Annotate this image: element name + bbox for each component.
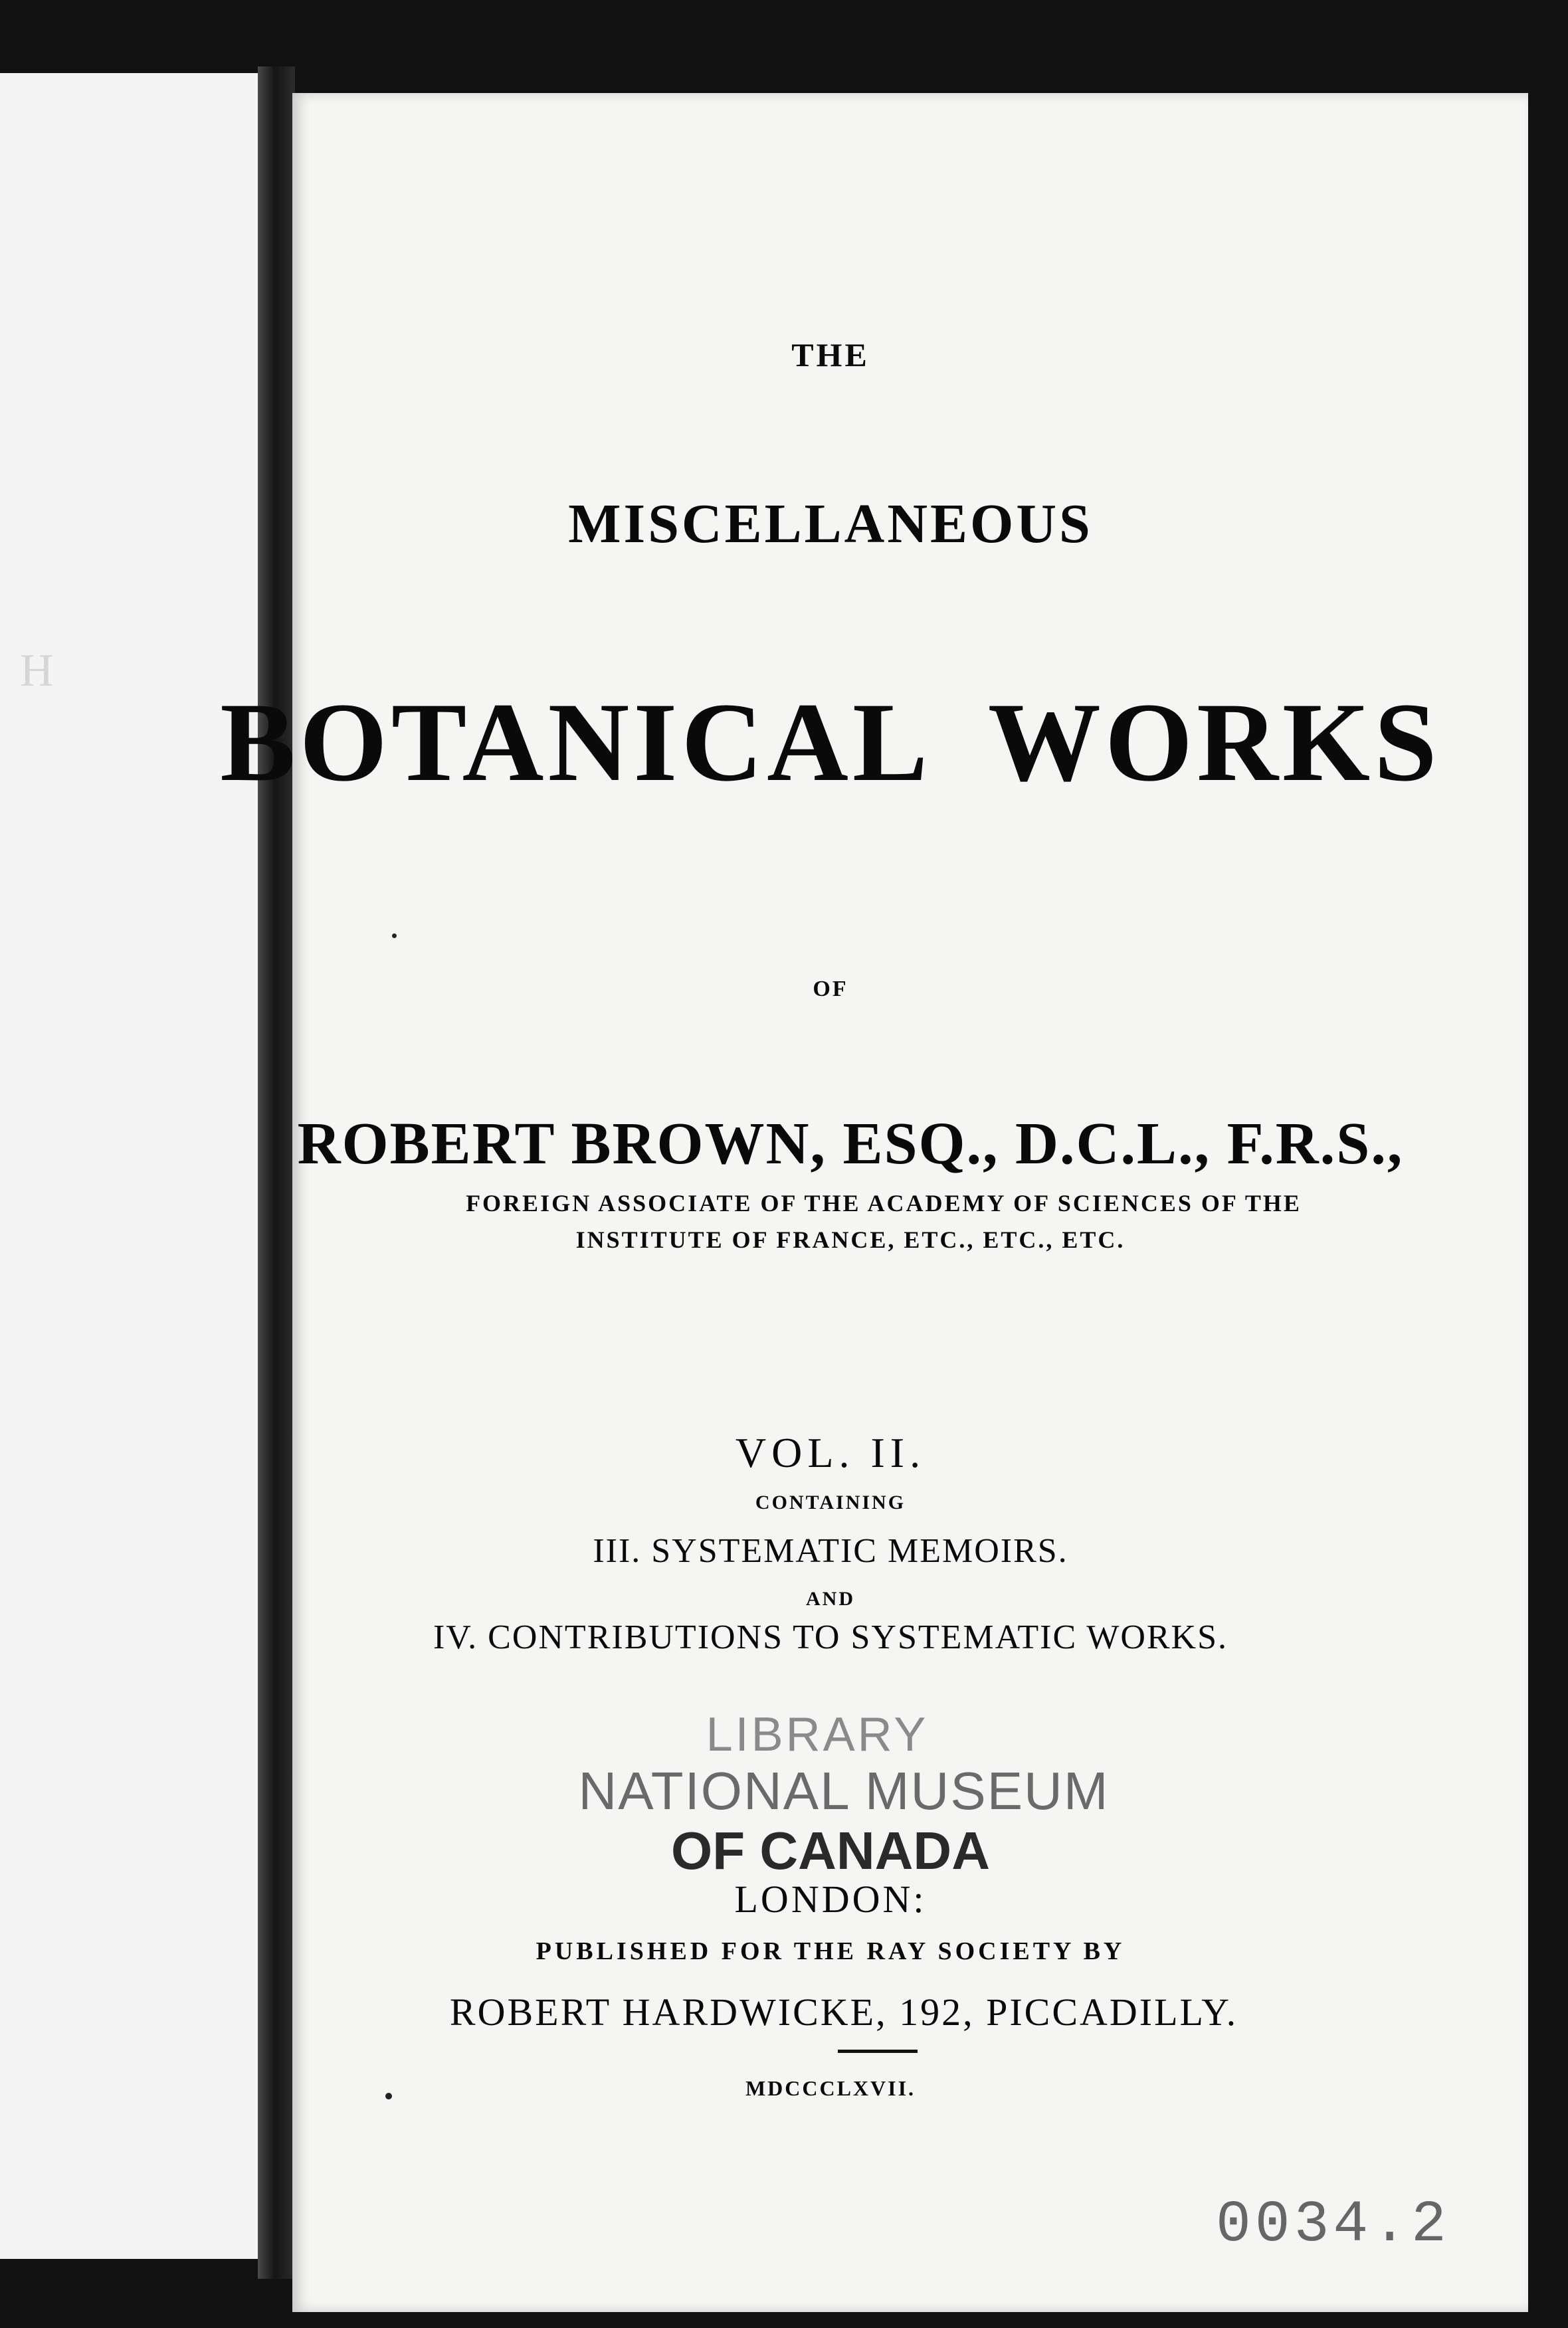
author-affiliation-line2: INSTITUTE OF FRANCE, ETC., ETC., ETC.: [575, 1226, 1126, 1253]
author-name: ROBERT BROWN, ESQ., D.C.L., F.R.S.,: [297, 1111, 1404, 1177]
imprint-city: LONDON:: [734, 1878, 927, 1921]
volume-containing: CONTAINING: [755, 1492, 906, 1513]
imprint-published-for: PUBLISHED FOR THE RAY SOCIETY BY: [536, 1937, 1126, 1965]
title-of: OF: [813, 977, 848, 1001]
title-the: THE: [791, 336, 870, 373]
author-affiliation-line1: FOREIGN ASSOCIATE OF THE ACADEMY OF SCIENCES OF THE: [466, 1190, 1302, 1216]
volume-item-4: IV. CONTRIBUTIONS TO SYSTEMATIC WORKS.: [433, 1618, 1228, 1656]
facing-page: [0, 73, 262, 2259]
ink-speck: [385, 2093, 392, 2099]
library-stamp-line1: LIBRARY: [706, 1708, 929, 1761]
title-page: [220, 93, 1528, 2312]
accession-number: 0034.2: [1216, 2192, 1450, 2258]
imprint-date: MDCCCLXVII.: [745, 2076, 916, 2100]
volume-item-3: III. SYSTEMATIC MEMOIRS.: [593, 1532, 1068, 1570]
library-stamp-line2: NATIONAL MUSEUM: [578, 1761, 1110, 1820]
title-botanical-works: BOTANICAL WORKS: [220, 680, 1441, 805]
ink-speck: [392, 933, 397, 938]
volume-label: VOL. II.: [735, 1429, 926, 1476]
imprint-rule: [838, 2050, 918, 2053]
imprint-publisher: ROBERT HARDWICKE, 192, PICCADILLY.: [449, 1990, 1238, 2034]
volume-and: AND: [806, 1588, 855, 1610]
faint-show-through-mark: H: [20, 645, 54, 696]
library-stamp-line3: OF CANADA: [671, 1821, 990, 1880]
title-miscellaneous: MISCELLANEOUS: [568, 493, 1093, 555]
